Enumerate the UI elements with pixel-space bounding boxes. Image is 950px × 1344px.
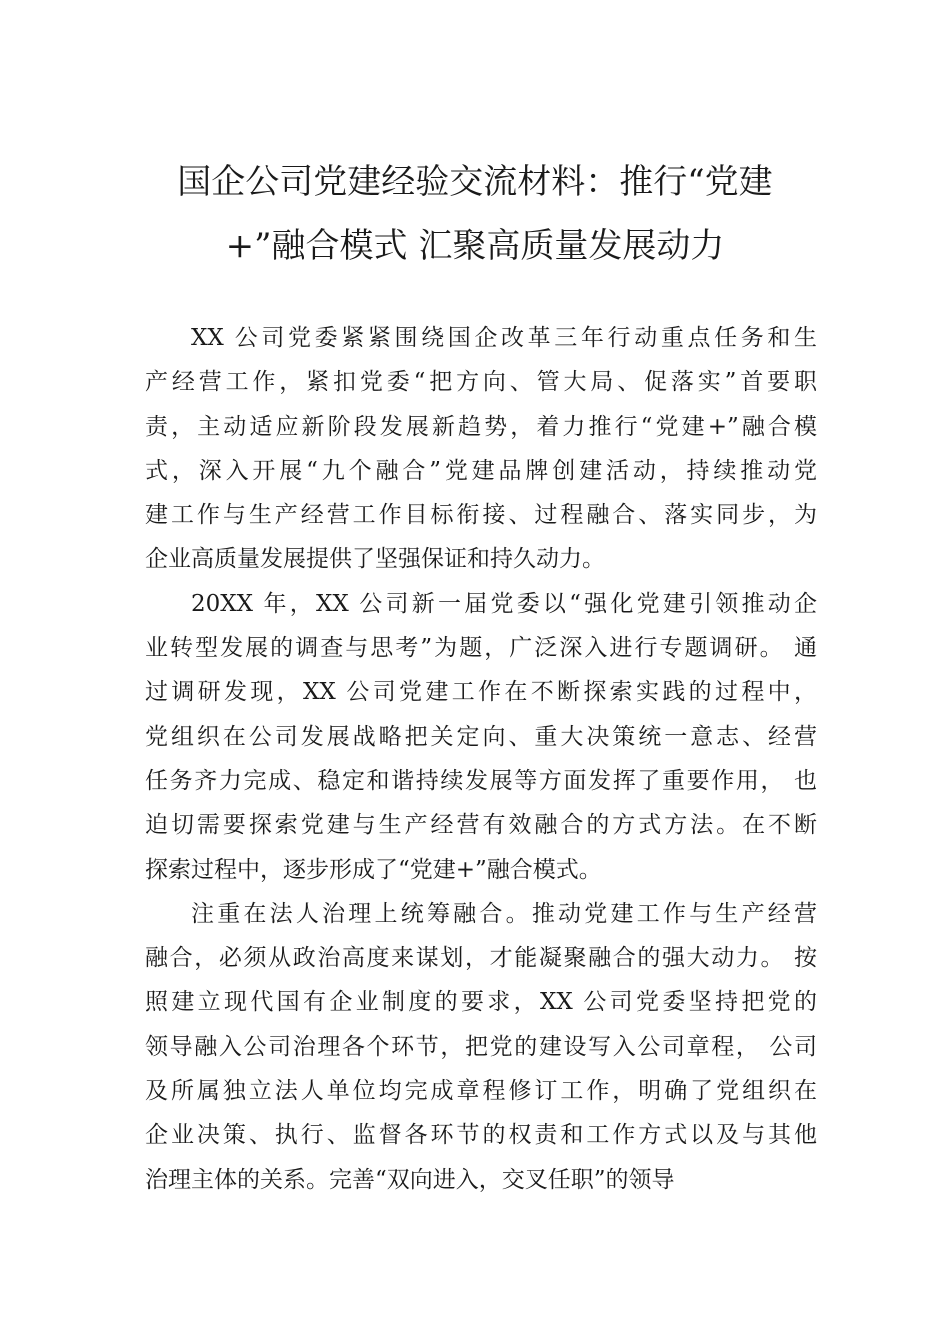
paragraph-line: 党组织在公司发展战略把关定向、重大决策统一意志、经营: [145, 723, 817, 750]
paragraph-1: [145, 316, 817, 582]
paragraph-line: 产经营工作，紧扣党委“把方向、管大局、促落实”首要职: [145, 369, 817, 396]
paragraph-line: 注重在法人治理上统筹融合。推动党建工作与生产经营: [191, 900, 817, 927]
paragraph-line: 过调研发现，XX 公司党建工作在不断探索实践的过程中，: [145, 679, 817, 706]
paragraph-line: XX 公司党委紧紧围绕国企改革三年行动重点任务和生: [191, 325, 817, 351]
paragraph-line: 20XX 年，XX 公司新一届党委以“强化党建引领推动企: [191, 590, 817, 617]
paragraph-line: 责，主动适应新阶段发展新趋势，着力推行“党建+”融合模: [145, 413, 817, 440]
paragraph-line: 企业决策、执行、监督各环节的权责和工作方式以及与其他: [145, 1122, 817, 1149]
paragraph-line: 领导融入公司治理各个环节，把党的建设写入公司章程， 公司: [145, 1033, 817, 1060]
paragraph-line: 治理主体的关系。完善“双向进入，交叉任职”的领导: [145, 1166, 675, 1193]
paragraph-line: 探索过程中，逐步形成了“党建+”融合模式。: [145, 856, 602, 883]
title-line-2: +”融合模式 汇聚高质量发展动力: [225, 226, 725, 266]
paragraph-line: 任务齐力完成、稳定和谐持续发展等方面发挥了重要作用， 也: [145, 767, 817, 794]
paragraph-line: 式，深入开展“九个融合”党建品牌创建活动，持续推动党: [145, 457, 817, 484]
paragraph-line: 及所属独立法人单位均完成章程修订工作，明确了党组织在: [145, 1078, 817, 1105]
paragraph-line: 业转型发展的调查与思考”为题，广泛深入进行专题调研。 通: [145, 635, 817, 662]
document-body: [145, 316, 817, 1202]
paragraph-line: 照建立现代国有企业制度的要求，XX 公司党委坚持把党的: [145, 989, 817, 1016]
paragraph-line: 融合，必须从政治高度来谋划，才能凝聚融合的强大动力。 按: [145, 945, 817, 972]
paragraph-line: 企业高质量发展提供了坚强保证和持久动力。: [145, 546, 605, 573]
paragraph-2: [145, 582, 817, 892]
paragraph-3: [145, 892, 817, 1202]
document-title: [140, 150, 810, 278]
title-line-1: 国企公司党建经验交流材料：推行“党建: [177, 162, 773, 202]
paragraph-line: 迫切需要探索党建与生产经营有效融合的方式方法。在不断: [145, 812, 817, 839]
paragraph-line: 建工作与生产经营工作目标衔接、过程融合、落实同步，为: [145, 502, 817, 529]
